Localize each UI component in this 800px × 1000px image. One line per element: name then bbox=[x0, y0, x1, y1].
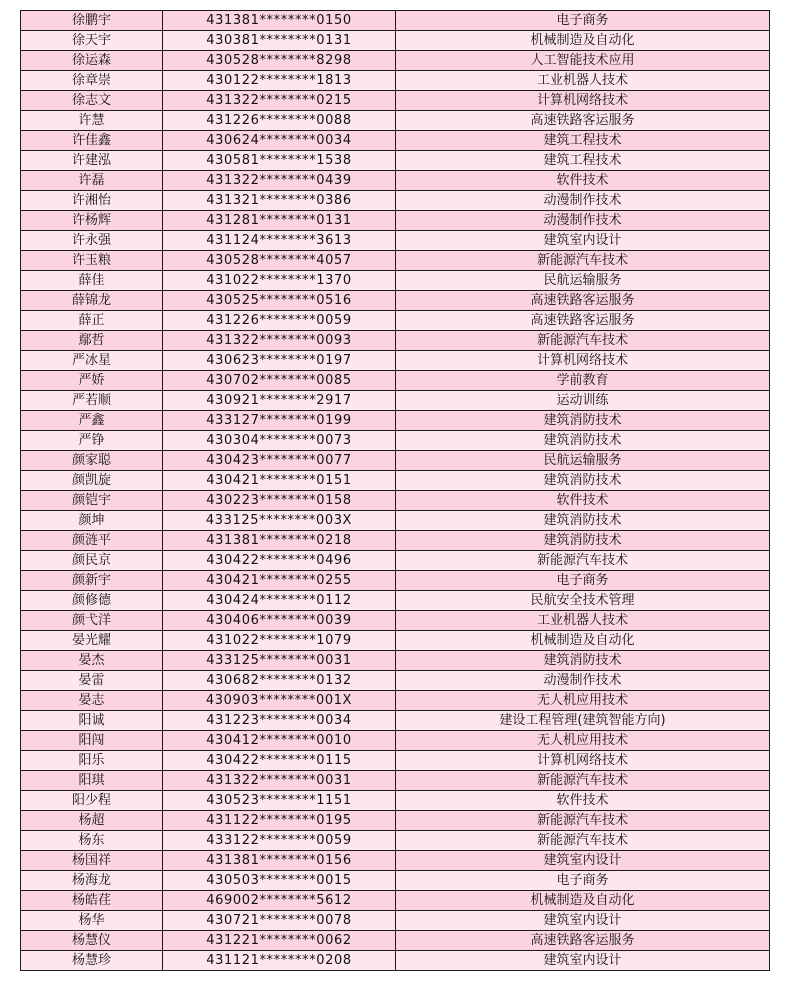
student-name-cell: 阳琪 bbox=[21, 771, 163, 791]
major-cell: 软件技术 bbox=[396, 171, 770, 191]
major-cell: 动漫制作技术 bbox=[396, 191, 770, 211]
student-name-cell: 徐天宇 bbox=[21, 31, 163, 51]
student-name-cell: 阳少程 bbox=[21, 791, 163, 811]
id-number-cell: 430903********001X bbox=[163, 691, 396, 711]
table-row bbox=[21, 671, 770, 691]
id-number-cell: 430581********1538 bbox=[163, 151, 396, 171]
table-row bbox=[21, 351, 770, 371]
major-cell: 建筑消防技术 bbox=[396, 411, 770, 431]
table-row bbox=[21, 471, 770, 491]
student-name-cell: 颜坤 bbox=[21, 511, 163, 531]
major-cell: 建筑消防技术 bbox=[396, 651, 770, 671]
major-cell: 民航运输服务 bbox=[396, 271, 770, 291]
id-number-cell: 430503********0015 bbox=[163, 871, 396, 891]
student-name-cell: 许永强 bbox=[21, 231, 163, 251]
student-name-cell: 颜弋洋 bbox=[21, 611, 163, 631]
student-name-cell: 许磊 bbox=[21, 171, 163, 191]
student-name-cell: 严鑫 bbox=[21, 411, 163, 431]
student-name-cell: 晏杰 bbox=[21, 651, 163, 671]
student-name-cell: 颜凯旋 bbox=[21, 471, 163, 491]
major-cell: 工业机器人技术 bbox=[396, 611, 770, 631]
id-number-cell: 430623********0197 bbox=[163, 351, 396, 371]
id-number-cell: 430424********0112 bbox=[163, 591, 396, 611]
student-name-cell: 薛锦龙 bbox=[21, 291, 163, 311]
table-row bbox=[21, 951, 770, 971]
table-row bbox=[21, 451, 770, 471]
major-cell: 人工智能技术应用 bbox=[396, 51, 770, 71]
id-number-cell: 431322********0093 bbox=[163, 331, 396, 351]
student-name-cell: 鄢哲 bbox=[21, 331, 163, 351]
student-name-cell: 严娇 bbox=[21, 371, 163, 391]
table-row bbox=[21, 551, 770, 571]
table-row bbox=[21, 771, 770, 791]
major-cell: 新能源汽车技术 bbox=[396, 831, 770, 851]
student-name-cell: 杨慧仪 bbox=[21, 931, 163, 951]
table-row bbox=[21, 571, 770, 591]
major-cell: 建筑室内设计 bbox=[396, 851, 770, 871]
major-cell: 动漫制作技术 bbox=[396, 671, 770, 691]
student-name-cell: 徐运森 bbox=[21, 51, 163, 71]
table-row bbox=[21, 71, 770, 91]
major-cell: 民航运输服务 bbox=[396, 451, 770, 471]
student-name-cell: 阳乐 bbox=[21, 751, 163, 771]
table-row bbox=[21, 171, 770, 191]
major-cell: 机械制造及自动化 bbox=[396, 631, 770, 651]
id-number-cell: 430412********0010 bbox=[163, 731, 396, 751]
student-name-cell: 阳诚 bbox=[21, 711, 163, 731]
table-row bbox=[21, 851, 770, 871]
student-name-cell: 许建泓 bbox=[21, 151, 163, 171]
table-row bbox=[21, 11, 770, 31]
major-cell: 建设工程管理(建筑智能方向) bbox=[396, 711, 770, 731]
student-name-cell: 杨国祥 bbox=[21, 851, 163, 871]
id-number-cell: 430421********0255 bbox=[163, 571, 396, 591]
id-number-cell: 431022********1370 bbox=[163, 271, 396, 291]
table-row bbox=[21, 371, 770, 391]
major-cell: 计算机网络技术 bbox=[396, 91, 770, 111]
id-number-cell: 433127********0199 bbox=[163, 411, 396, 431]
student-name-cell: 颜铠宇 bbox=[21, 491, 163, 511]
table-row bbox=[21, 251, 770, 271]
major-cell: 新能源汽车技术 bbox=[396, 771, 770, 791]
id-number-cell: 431322********0439 bbox=[163, 171, 396, 191]
major-cell: 建筑室内设计 bbox=[396, 911, 770, 931]
id-number-cell: 431226********0059 bbox=[163, 311, 396, 331]
id-number-cell: 430528********8298 bbox=[163, 51, 396, 71]
major-cell: 新能源汽车技术 bbox=[396, 331, 770, 351]
table-row bbox=[21, 151, 770, 171]
table-row bbox=[21, 311, 770, 331]
student-name-cell: 晏光耀 bbox=[21, 631, 163, 651]
id-number-cell: 431122********0195 bbox=[163, 811, 396, 831]
student-name-cell: 阳闯 bbox=[21, 731, 163, 751]
table-row bbox=[21, 231, 770, 251]
student-name-cell: 许慧 bbox=[21, 111, 163, 131]
student-roster-sheet bbox=[20, 10, 769, 971]
id-number-cell: 430304********0073 bbox=[163, 431, 396, 451]
table-row bbox=[21, 591, 770, 611]
id-number-cell: 431022********1079 bbox=[163, 631, 396, 651]
table-row bbox=[21, 611, 770, 631]
id-number-cell: 431223********0034 bbox=[163, 711, 396, 731]
table-row bbox=[21, 791, 770, 811]
id-number-cell: 430122********1813 bbox=[163, 71, 396, 91]
major-cell: 计算机网络技术 bbox=[396, 751, 770, 771]
id-number-cell: 430223********0158 bbox=[163, 491, 396, 511]
major-cell: 学前教育 bbox=[396, 371, 770, 391]
student-name-cell: 徐志文 bbox=[21, 91, 163, 111]
student-name-cell: 颜民京 bbox=[21, 551, 163, 571]
major-cell: 建筑室内设计 bbox=[396, 231, 770, 251]
student-name-cell: 严若顺 bbox=[21, 391, 163, 411]
student-name-cell: 许佳鑫 bbox=[21, 131, 163, 151]
table-row bbox=[21, 931, 770, 951]
major-cell: 无人机应用技术 bbox=[396, 731, 770, 751]
major-cell: 高速铁路客运服务 bbox=[396, 311, 770, 331]
major-cell: 建筑工程技术 bbox=[396, 131, 770, 151]
major-cell: 高速铁路客运服务 bbox=[396, 111, 770, 131]
student-name-cell: 杨东 bbox=[21, 831, 163, 851]
major-cell: 工业机器人技术 bbox=[396, 71, 770, 91]
table-row bbox=[21, 871, 770, 891]
student-roster-table bbox=[20, 10, 770, 971]
student-name-cell: 薛正 bbox=[21, 311, 163, 331]
student-name-cell: 薛佳 bbox=[21, 271, 163, 291]
major-cell: 新能源汽车技术 bbox=[396, 811, 770, 831]
table-row bbox=[21, 131, 770, 151]
major-cell: 建筑消防技术 bbox=[396, 471, 770, 491]
major-cell: 电子商务 bbox=[396, 871, 770, 891]
id-number-cell: 433122********0059 bbox=[163, 831, 396, 851]
student-name-cell: 徐鹏宇 bbox=[21, 11, 163, 31]
major-cell: 高速铁路客运服务 bbox=[396, 291, 770, 311]
student-name-cell: 杨慧珍 bbox=[21, 951, 163, 971]
table-row bbox=[21, 651, 770, 671]
id-number-cell: 430528********4057 bbox=[163, 251, 396, 271]
id-number-cell: 430423********0077 bbox=[163, 451, 396, 471]
major-cell: 新能源汽车技术 bbox=[396, 251, 770, 271]
student-name-cell: 颜涟平 bbox=[21, 531, 163, 551]
id-number-cell: 430624********0034 bbox=[163, 131, 396, 151]
major-cell: 机械制造及自动化 bbox=[396, 891, 770, 911]
student-name-cell: 晏雷 bbox=[21, 671, 163, 691]
major-cell: 高速铁路客运服务 bbox=[396, 931, 770, 951]
student-name-cell: 颜新宇 bbox=[21, 571, 163, 591]
student-name-cell: 许湘怡 bbox=[21, 191, 163, 211]
student-name-cell: 徐章崇 bbox=[21, 71, 163, 91]
major-cell: 电子商务 bbox=[396, 571, 770, 591]
table-row bbox=[21, 211, 770, 231]
table-row bbox=[21, 411, 770, 431]
id-number-cell: 431381********0218 bbox=[163, 531, 396, 551]
major-cell: 建筑消防技术 bbox=[396, 511, 770, 531]
major-cell: 建筑消防技术 bbox=[396, 531, 770, 551]
id-number-cell: 431226********0088 bbox=[163, 111, 396, 131]
table-row bbox=[21, 31, 770, 51]
student-name-cell: 许玉粮 bbox=[21, 251, 163, 271]
student-name-cell: 杨海龙 bbox=[21, 871, 163, 891]
id-number-cell: 431381********0150 bbox=[163, 11, 396, 31]
id-number-cell: 430525********0516 bbox=[163, 291, 396, 311]
id-number-cell: 430406********0039 bbox=[163, 611, 396, 631]
id-number-cell: 430523********1151 bbox=[163, 791, 396, 811]
table-row bbox=[21, 691, 770, 711]
student-name-cell: 杨华 bbox=[21, 911, 163, 931]
major-cell: 建筑室内设计 bbox=[396, 951, 770, 971]
id-number-cell: 430921********2917 bbox=[163, 391, 396, 411]
id-number-cell: 431322********0031 bbox=[163, 771, 396, 791]
table-row bbox=[21, 751, 770, 771]
id-number-cell: 431121********0208 bbox=[163, 951, 396, 971]
table-row bbox=[21, 711, 770, 731]
id-number-cell: 430702********0085 bbox=[163, 371, 396, 391]
table-row bbox=[21, 811, 770, 831]
table-row bbox=[21, 431, 770, 451]
table-row bbox=[21, 291, 770, 311]
student-name-cell: 许杨辉 bbox=[21, 211, 163, 231]
table-row bbox=[21, 51, 770, 71]
id-number-cell: 430721********0078 bbox=[163, 911, 396, 931]
major-cell: 动漫制作技术 bbox=[396, 211, 770, 231]
id-number-cell: 430421********0151 bbox=[163, 471, 396, 491]
table-row bbox=[21, 531, 770, 551]
student-name-cell: 晏志 bbox=[21, 691, 163, 711]
major-cell: 计算机网络技术 bbox=[396, 351, 770, 371]
major-cell: 建筑工程技术 bbox=[396, 151, 770, 171]
table-row bbox=[21, 91, 770, 111]
table-row bbox=[21, 331, 770, 351]
table-row bbox=[21, 731, 770, 751]
id-number-cell: 433125********0031 bbox=[163, 651, 396, 671]
table-row bbox=[21, 891, 770, 911]
table-row bbox=[21, 111, 770, 131]
major-cell: 建筑消防技术 bbox=[396, 431, 770, 451]
table-row bbox=[21, 491, 770, 511]
table-row bbox=[21, 271, 770, 291]
id-number-cell: 430422********0115 bbox=[163, 751, 396, 771]
id-number-cell: 431321********0386 bbox=[163, 191, 396, 211]
id-number-cell: 431322********0215 bbox=[163, 91, 396, 111]
student-name-cell: 杨皓荏 bbox=[21, 891, 163, 911]
table-row bbox=[21, 511, 770, 531]
table-row bbox=[21, 391, 770, 411]
id-number-cell: 430682********0132 bbox=[163, 671, 396, 691]
table-row bbox=[21, 631, 770, 651]
student-name-cell: 颜家聪 bbox=[21, 451, 163, 471]
student-name-cell: 杨超 bbox=[21, 811, 163, 831]
roster-body bbox=[21, 11, 770, 971]
major-cell: 民航安全技术管理 bbox=[396, 591, 770, 611]
id-number-cell: 431124********3613 bbox=[163, 231, 396, 251]
id-number-cell: 433125********003X bbox=[163, 511, 396, 531]
table-row bbox=[21, 191, 770, 211]
major-cell: 机械制造及自动化 bbox=[396, 31, 770, 51]
major-cell: 软件技术 bbox=[396, 491, 770, 511]
id-number-cell: 431221********0062 bbox=[163, 931, 396, 951]
table-row bbox=[21, 831, 770, 851]
major-cell: 新能源汽车技术 bbox=[396, 551, 770, 571]
major-cell: 电子商务 bbox=[396, 11, 770, 31]
id-number-cell: 431381********0156 bbox=[163, 851, 396, 871]
id-number-cell: 431281********0131 bbox=[163, 211, 396, 231]
major-cell: 无人机应用技术 bbox=[396, 691, 770, 711]
major-cell: 运动训练 bbox=[396, 391, 770, 411]
major-cell: 软件技术 bbox=[396, 791, 770, 811]
table-row bbox=[21, 911, 770, 931]
student-name-cell: 颜修德 bbox=[21, 591, 163, 611]
id-number-cell: 469002********5612 bbox=[163, 891, 396, 911]
student-name-cell: 严冰星 bbox=[21, 351, 163, 371]
id-number-cell: 430422********0496 bbox=[163, 551, 396, 571]
student-name-cell: 严铮 bbox=[21, 431, 163, 451]
id-number-cell: 430381********0131 bbox=[163, 31, 396, 51]
